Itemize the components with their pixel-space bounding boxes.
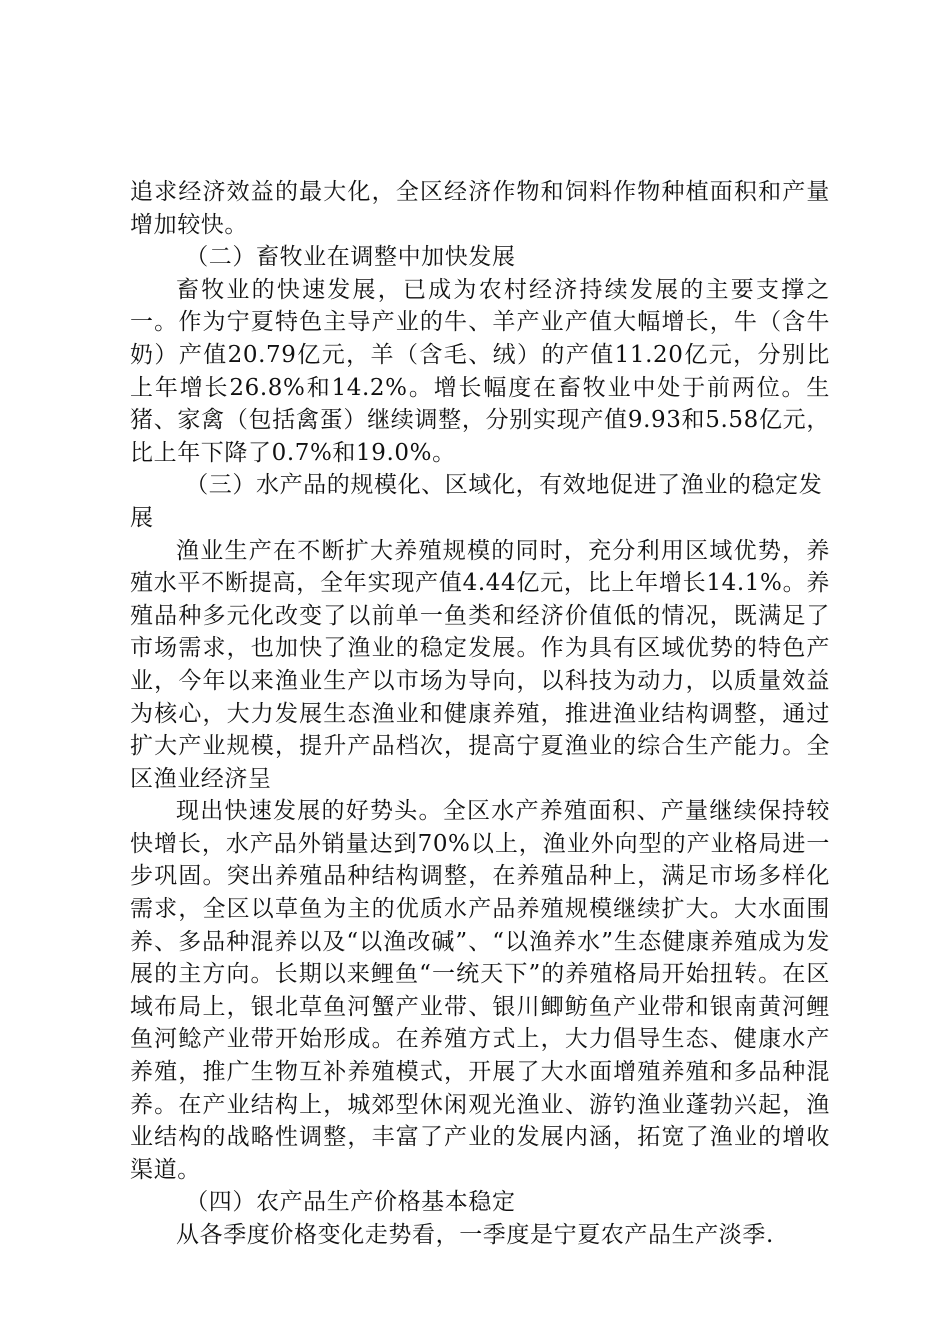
section-heading-aquatic: （三）水产品的规模化、区域化，有效地促进了渔业的稳定发展 (130, 472, 823, 531)
body-paragraph-fishery: 渔业生产在不断扩大养殖规模的同时，充分利用区域优势，养殖水平不断提高，全年实现产值4.44亿元，比上年增长14.1%。养殖品种多元化改变了以前单一鱼类和经济价值低的情况，既满足了市场需求，也加快了渔业的稳定发展。作为具有区域优势的特色产业，今年以来渔业生产以市场为导向，以科技为动力，以质量效益为核心，大力发展生态渔业和健康养殖，推进渔业结构调整，通过扩大产业规模，提升产品档次，提高宁夏渔业的综合生产能力。全区渔业经济呈 (130, 537, 830, 792)
document-page (130, 176, 830, 1252)
body-paragraph-continuation: 追求经济效益的最大化，全区经济作物和饲料作物种植面积和产量增加较快。 (130, 179, 830, 238)
section-heading-prices: （四）农产品生产价格基本稳定 (185, 1189, 516, 1216)
body-paragraph-livestock: 畜牧业的快速发展，已成为农村经济持续发展的主要支撑之一。作为宁夏特色主导产业的牛、羊产业产值大幅增长，牛（含牛奶）产值20.79亿元，羊（含毛、绒）的产值11.20亿元，分别比上年增长26.8%和14.2%。增长幅度在畜牧业中处于前两位。生猪、家禽（包括禽蛋）继续调整，分别实现产值9.93和5.58亿元，比上年下降了0.7%和19.0%。 (130, 276, 830, 466)
body-paragraph-fishery-trend: 现出快速发展的好势头。全区水产养殖面积、产量继续保持较快增长，水产品外销量达到70%以上，渔业外向型的产业格局进一步巩固。突出养殖品种结构调整，在养殖品种上，满足市场多样化需求，全区以草鱼为主的优质水产品养殖规模继续扩大。大水面围养、多品种混养以及“以渔改碱”、“以渔养水”生态健康养殖成为发展的主方向。长期以来鲤鱼“一统天下”的养殖格局开始扭转。在区域布局上，银北草鱼河蟹产业带、银川鲫鲂鱼产业带和银南黄河鲤鱼河鲶产业带开始形成。在养殖方式上，大力倡导生态、健康水产养殖，推广生物互补养殖模式，开展了大水面增殖养殖和多品种混养。在产业结构上，城郊型休闲观光渔业、游钓渔业蓬勃兴起，渔业结构的战略性调整，丰富了产业的发展内涵，拓宽了渔业的增收渠道。 (130, 798, 830, 1183)
section-heading-livestock: （二）畜牧业在调整中加快发展 (185, 244, 516, 271)
body-paragraph-prices: 从各季度价格变化走势看，一季度是宁夏农产品生产淡季. (176, 1222, 774, 1248)
